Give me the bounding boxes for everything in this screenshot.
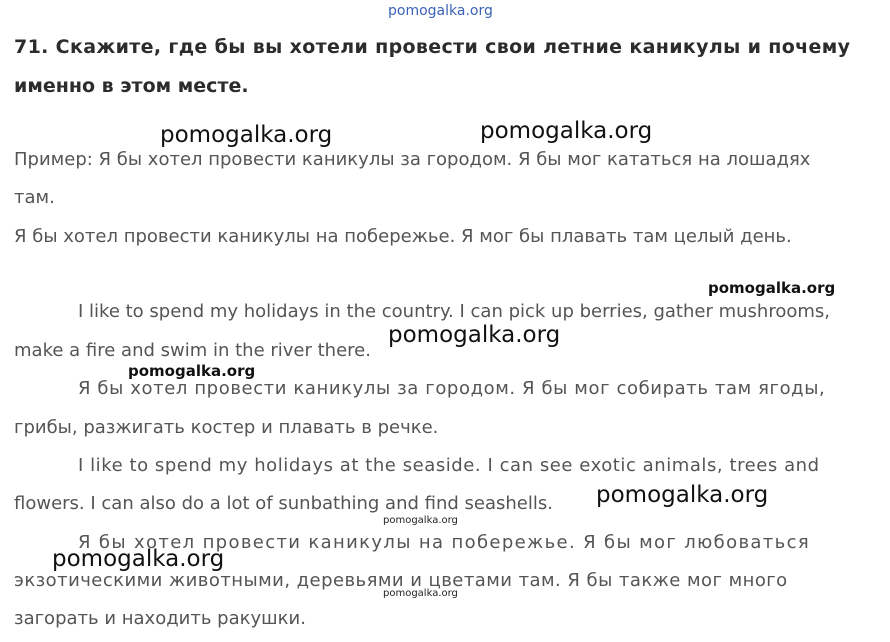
watermark: pomogalka.org: [128, 362, 256, 380]
watermark: pomogalka.org: [383, 588, 458, 599]
example-line-1: Пример: Я бы хотел провести каникулы за городом. Я бы мог кататься на лошадях: [14, 149, 811, 170]
watermark: pomogalka.org: [383, 515, 458, 526]
answer2-en-line-1: I like to spend my holidays at the seaside. I can see exotic animals, trees and: [78, 455, 820, 476]
watermark: pomogalka.org: [708, 279, 836, 297]
answer1-en-line-2: make a fire and swim in the river there.: [14, 340, 371, 361]
task-title-line-2: именно в этом месте.: [14, 75, 249, 97]
answer2-ru-line-2: экзотическими животными, деревьями и цветами там. Я бы также мог много: [14, 570, 788, 591]
answer1-ru-line-2: грибы, разжигать костер и плавать в речке.: [14, 417, 439, 438]
task-heading: [14, 28, 880, 106]
watermark-top: pomogalka.org: [388, 3, 493, 19]
watermark: pomogalka.org: [388, 322, 561, 348]
answer2-ru-line-1: Я бы хотел провести каникулы на побережье. Я бы мог любоваться: [78, 532, 811, 553]
answer2-ru-line-3: загорать и находить ракушки.: [14, 608, 306, 629]
watermark: pomogalka.org: [480, 118, 653, 144]
example-line-3: Я бы хотел провести каникулы на побережье. Я мог бы плавать там целый день.: [14, 226, 792, 247]
answer1-ru-line-1: Я бы хотел провести каникулы за городом. Я бы мог собирать там ягоды,: [78, 378, 826, 399]
watermark: pomogalka.org: [596, 482, 769, 508]
answer1-en-line-1: I like to spend my holidays in the country. I can pick up berries, gather mushrooms,: [78, 301, 830, 322]
answer2-en-line-2: flowers. I can also do a lot of sunbathing and find seashells.: [14, 493, 553, 514]
task-title-line-1: 71. Скажите, где бы вы хотели провести свои летние каникулы и почему: [14, 36, 851, 58]
example-line-2: там.: [14, 187, 55, 208]
watermark: pomogalka.org: [52, 546, 225, 572]
watermark: pomogalka.org: [160, 122, 333, 148]
